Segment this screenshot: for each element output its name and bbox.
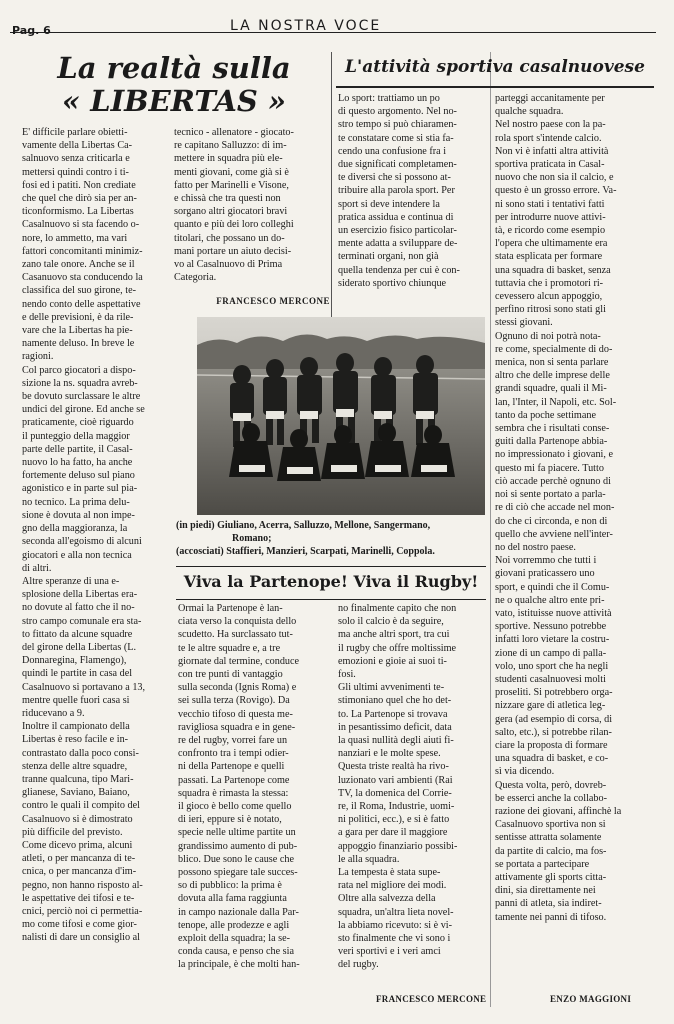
article-title-libertas: La realtà sulla « LIBERTAS » [57, 51, 291, 118]
rugby-byline: FRANCESCO MERCONE [376, 994, 487, 1004]
rugby-text-column-1: Ormai la Partenope è lan- ciata verso la conquista dello scudetto. Ha surclassato tut- te le altre squadre e, a tre giornate dal termine, conduce con tre punti di vantaggio sulla seconda (Ignis Roma) e sei sulla terza (Rovigo). Da vecchio tifoso di questa me- ravigliosa squadra e in gene- re del rugby, vorrei fare un confronto tra i tempi odier- ni della Partenope e quelli passati. La Partenope come squadra è rimasta la stessa: il gioco è bello come quello di ieri, eppure si è notato, specie nelle ultime partite un grandissimo aumento di pub- blico. Due sono le cause che possono spiegare tale succes- so di pubblico: la prima è dovuta alla fama raggiunta in campo nazionale dalla Par- tenope, alle prodezze e agli exploit della squadra; la se- conda causa, e penso che sia la principale, è che molti han- [178, 603, 300, 971]
photo-caption [176, 519, 486, 558]
column-divider [331, 52, 332, 317]
team-photo [197, 317, 485, 515]
caption-crouching: (accosciati) Staffieri, Manzieri, Scarpati, Marinelli, Coppola. [176, 546, 435, 557]
libertas-text-column-2: tecnico - allenatore - giocato- re capitano Salluzzo: di im- mettere in squadra più ele- menti giovani, come già si è fatto per Marinelli e Visone, e chissà che tra questi non sorgano altri giocatori bravi quanto e più dei loro colleghi titolari, che possano un do- mani portare un aiuto decisi- vo al Casalnuovo di Prima Categoria. [174, 127, 294, 284]
article-title-attivita: L'attività sportiva casalnuovese [336, 52, 654, 88]
article-title-rugby: Viva la Partenope! Viva il Rugby! [183, 572, 479, 591]
libertas-text-column-1: E' difficile parlare obietti- vamente della Libertas Ca- salnuovo senza criticarla e mettersi quindi contro i ti- fosi ed i patiti. Non crediate che quel che dirò sia per an- ticonformismo. La Libertas Casalnuovo si sta facendo o- nore, lo ammetto, ma vari fattori concomitanti minimiz- zano tale onore. Anche se il Casanuovo sta conducendo la classifica del suo girone, te- nendo conto delle aspettative e delle previsioni, è da rile- vare che la Libertas ha pie- namente deluso. In breve le ragioni. Col parco giocatori a dispo- sizione la ns. squadra avreb- be dovuto surclassare le altre undici del girone. Ed anche se praticamente, cioè riguardo il punteggio della maggior parte delle partite, il Casal- nuovo lo ha fatto, ha anche fortemente deluso sul piano agonistico e in parte sul pia- no tecnico. La prima delu- sione è dovuta al non impe- gno della maggioranza, la seconda all'egoismo di alcuni giocatori e alla non tecnica di altri. Altre speranze di una e- splosione della Libertas era- no dovute al fatto che il no- stro campo comunale era sta- to fittato da alcune squadre del girone della Libertas (L. Donnaregina, Flamengo), quindi le partite in casa del Casalnuovo si portavano a 13, mentre quelle fuori casa si riducevano a 9. Inoltre il campionato della Libertas è reso facile e in- contrastato dalla poco consi- stenza delle altre squadre, tranne qualcuna, tipo Mari- glianese, Saviano, Baiano, contro le quali il compito del Casalnuovo si è dimostrato più difficile del previsto. Come dicevo prima, alcuni atleti, o per mancanza di te- cnica, o per mancanza d'im- pegno, non hanno risposto al- le aspettative dei tifosi e te- cnici, perciò noi ci permettia- mo come tifosi e come gior- nalisti di dare un consiglio al [22, 127, 146, 944]
attivita-text-column-2: parteggi accanitamente per qualche squadra. Nel nostro paese con la pa- rola sport s'intende calcio. Non vi è infatti altra attività sportiva praticata in Casal- nuovo che non sia il calcio, e questo è un grosso errore. Va- ni sono stati i tentativi fatti per introdurre nuove attivi- tà, e ricordo come esempio l'opera che ultimamente era stata esplicata per formare una squadra di basket, senza tuttavia che i promotori ri- cevessero alcun appoggio, perfino ritrosi sono stati gli stessi giovani. Ognuno di noi potrà nota- re come, specialmente di do- menica, non si senta parlare altro che delle imprese delle grandi squadre, quali il Mi- lan, l'Inter, il Napoli, etc. Sol- tanto da poche settimane sembra che i risultati conse- guiti dalla Partenope abbia- no impressionato i giovani, e questo mi fa piacere. Tutto ciò accade perchè ognuno di noi si sente portato a parla- re di ciò che accade nel mon- do che ci circonda, e non di quello che avviene nell'inter- no del nostro paese. Noi vorremmo che tutti i giovani praticassero uno sport, e quindi che il Comu- ne o qualche altro ente pri- vato, istituisse nuove attività sportive. Nessuno potrebbe infatti loro vietare la costru- zione di un campo di palla- volo, uno sport che ha negli studenti casalnuovesi molti proseliti. Si potrebbero orga- nizzare gare di atletica leg- gera (ad esempio di corsa, di salto, etc.), si potrebbe rilan- ciare la proposta di formare una squadra di basket, e co- sì via dicendo. Questa volta, però, dovreb- be esserci anche la collabo- razione dei giovani, affinchè la Casalnuovo sportiva non si sentisse attratta solamente da partite di calcio, ma fos- se portata a partecipare attivamente gli sports citta- dini, sia direttamente nei panni di atleta, sia indiret- tamente nei panni di tifoso. [495, 93, 622, 923]
caption-standing: (in piedi) Giuliano, Acerra, Salluzzo, Mellone, Sangermano, [176, 520, 431, 531]
column-divider-right [490, 52, 491, 1007]
caption-standing-cont: Romano; [232, 533, 272, 544]
journal-title: LA NOSTRA VOCE [230, 18, 382, 34]
attivita-byline: ENZO MAGGIONI [550, 994, 632, 1004]
libertas-byline: FRANCESCO MERCONE [216, 296, 330, 306]
attivita-text-column-1: Lo sport: trattiamo un po di questo argomento. Nel no- stro tempo si può chiaramen- te constatare come si stia fa- cendo una confusione fra i due significati completamen- te diversi che si possono at- tribuire alla parola sport. Per sport si deve intendere la pratica assidua e continua di un esercizio fisico particolar- mente adatta a sviluppare de- terminati organi, non già quella tendenza per cui è con- siderato sportivo chiunque [338, 93, 460, 289]
rugby-text-column-2: no finalmente capito che non solo il calcio è da seguire, ma anche altri sport, tra cui il rugby che offre moltissime emozioni e gioie ai suoi ti- fosi. Gli ultimi avvenimenti te- stimoniano quel che ho det- to. La Partenope si trovava in pesantissimo deficit, data la quasi nullità degli aiuti fi- nanziari e le molte spese. Questa triste realtà ha rivo- luzionato vari ambienti (Rai TV, la domenica del Corrie- re, il Roma, Industrie, uomi- ni politici, ecc.), e si è fatto a gara per dare il maggiore appoggio finanziario possibi- le alla squadra. La tempesta è stata supe- rata nel migliore dei modi. Oltre alla salvezza della squadra, un'altra lieta novel- la abbiamo ricevuto: si è vi- sto finalmente che vi sono i veri sportivi e i veri amci del rugby. [338, 603, 458, 971]
page-number: Pag. 6 [12, 24, 51, 37]
